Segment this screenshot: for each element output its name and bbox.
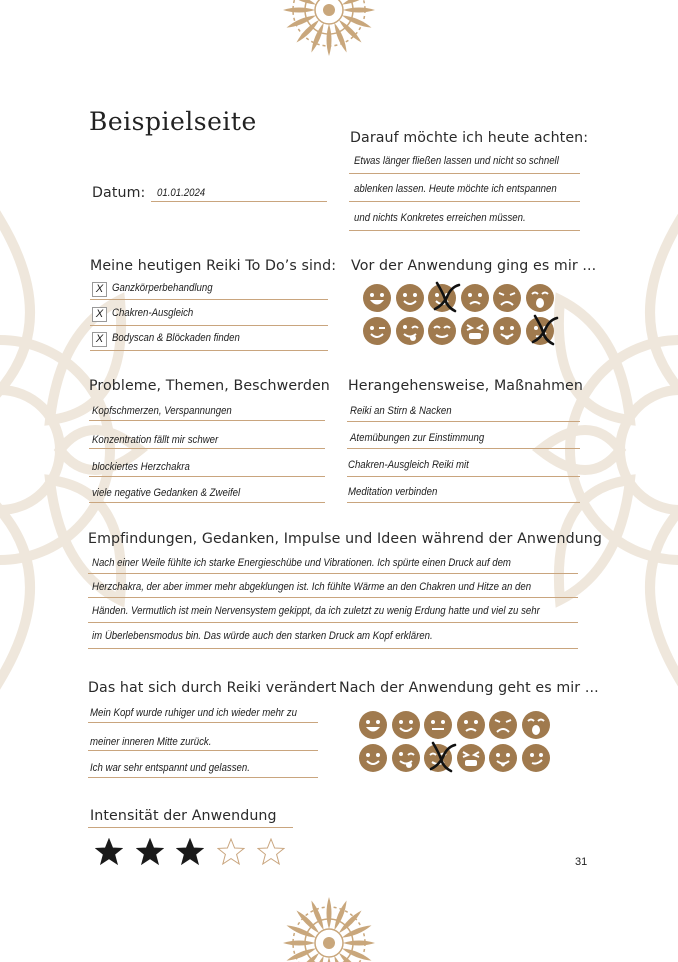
approach-heading: Herangehensweise, Maßnahmen xyxy=(348,378,583,394)
todo-underline-3 xyxy=(90,350,328,351)
todo-label-1: Ganzkörperbehandlung xyxy=(112,282,213,294)
feelings-line-1: Nach einer Weile fühlte ich starke Energieschübe und Vibrationen. Ich spürte einen Druck auf dem xyxy=(92,557,511,569)
mandala-top-ornament xyxy=(279,0,379,60)
changed-underline-3 xyxy=(88,777,318,778)
star-empty-icon[interactable] xyxy=(217,838,245,871)
todo-underline-1 xyxy=(90,299,328,300)
before-face-sad-icon[interactable] xyxy=(492,283,522,313)
before-face-frown-icon[interactable] xyxy=(460,283,490,313)
before-face-squint-laugh-icon[interactable] xyxy=(460,316,490,346)
approach-underline-4 xyxy=(347,502,580,503)
focus-line-3: und nichts Konkretes erreichen müssen. xyxy=(354,212,526,224)
todo-underline-2 xyxy=(90,325,328,326)
after-face-grin-icon[interactable] xyxy=(358,710,388,740)
before-face-tongue-wink-icon[interactable] xyxy=(395,316,425,346)
before-face-shock-icon[interactable] xyxy=(525,283,555,313)
before-face-grin-icon[interactable] xyxy=(362,283,392,313)
focus-underline-3 xyxy=(349,230,580,231)
before-heading: Vor der Anwendung ging es mir ... xyxy=(351,258,597,274)
mandala-right-decoration xyxy=(530,200,678,700)
approach-line-4: Meditation verbinden xyxy=(348,486,438,498)
changed-heading: Das hat sich durch Reiki verändert xyxy=(88,680,337,696)
approach-line-2: Atemübungen zur Einstimmung xyxy=(350,432,485,444)
feelings-underline-2 xyxy=(88,597,578,598)
after-face-smirk-icon[interactable] xyxy=(521,743,551,773)
mandala-left-decoration xyxy=(0,200,150,700)
problems-heading: Probleme, Themen, Beschwerden xyxy=(89,378,330,394)
page-title: Beispielseite xyxy=(89,107,257,136)
problem-underline-4 xyxy=(89,502,325,503)
changed-underline-2 xyxy=(88,750,318,751)
star-filled-icon[interactable] xyxy=(136,838,164,871)
date-value: 01.01.2024 xyxy=(157,187,206,199)
intensity-heading: Intensität der Anwendung xyxy=(90,808,277,824)
after-face-smile-icon[interactable] xyxy=(391,710,421,740)
feelings-underline-3 xyxy=(88,622,578,623)
before-face-wink-icon[interactable] xyxy=(362,316,392,346)
changed-underline-1 xyxy=(88,722,318,723)
problem-underline-1 xyxy=(89,420,325,421)
after-face-squint-laugh-icon[interactable] xyxy=(456,743,486,773)
todo-label-2: Chakren-Ausgleich xyxy=(112,307,194,319)
todos-heading: Meine heutigen Reiki To Do’s sind: xyxy=(90,258,337,274)
approach-underline-2 xyxy=(347,448,580,449)
star-empty-icon[interactable] xyxy=(257,838,285,871)
star-filled-icon[interactable] xyxy=(176,838,204,871)
approach-line-1: Reiki an Stirn & Nacken xyxy=(350,405,452,417)
approach-underline-3 xyxy=(347,476,580,477)
before-face-content-icon[interactable] xyxy=(427,316,457,346)
feelings-underline-1 xyxy=(88,573,578,574)
star-filled-icon[interactable] xyxy=(95,838,123,871)
date-underline xyxy=(151,201,327,202)
after-face-shock-icon[interactable] xyxy=(521,710,551,740)
focus-underline-2 xyxy=(349,201,580,202)
changed-line-3: Ich war sehr entspannt und gelassen. xyxy=(90,762,250,774)
problem-underline-3 xyxy=(89,476,325,477)
problem-line-2: Konzentration fällt mir schwer xyxy=(92,434,219,446)
before-face-tongue-icon[interactable] xyxy=(492,316,522,346)
approach-line-3: Chakren-Ausgleich Reiki mit xyxy=(348,459,469,471)
focus-line-1: Etwas länger fließen lassen und nicht so schnell xyxy=(354,155,559,167)
after-face-sad-icon[interactable] xyxy=(488,710,518,740)
before-face-smile-icon[interactable] xyxy=(395,283,425,313)
feelings-line-4: im Überlebensmodus bin. Das würde auch den starken Druck am Kopf erklären. xyxy=(92,630,433,642)
feelings-heading: Empfindungen, Gedanken, Impulse und Ideen während der Anwendung xyxy=(88,531,602,547)
feelings-underline-4 xyxy=(88,648,578,649)
focus-line-2: ablenken lassen. Heute möchte ich entspannen xyxy=(354,183,557,195)
todo-checkbox-1[interactable]: X xyxy=(92,282,107,297)
after-heading: Nach der Anwendung geht es mir ... xyxy=(339,680,599,696)
problem-line-3: blockiertes Herzchakra xyxy=(92,461,190,473)
after-face-tongue-icon[interactable] xyxy=(488,743,518,773)
after-face-neutral-icon[interactable] xyxy=(423,710,453,740)
after-face-tongue-wink-icon[interactable] xyxy=(391,743,421,773)
focus-heading: Darauf möchte ich heute achten: xyxy=(350,130,589,146)
intensity-underline xyxy=(88,827,293,828)
problem-line-4: viele negative Gedanken & Zweifel xyxy=(92,487,241,499)
changed-line-2: meiner inneren Mitte zurück. xyxy=(90,736,212,748)
before-selection-cross-mark xyxy=(527,312,563,354)
focus-underline-1 xyxy=(349,173,580,174)
feelings-line-3: Händen. Vermutlich ist mein Nervensystem gekippt, da ich zuletzt zu wenig Erdung hatte und viel zu sehr xyxy=(92,605,540,617)
todo-label-3: Bodyscan & Blöckaden finden xyxy=(112,332,240,344)
todo-checkbox-3[interactable]: X xyxy=(92,332,107,347)
approach-underline-1 xyxy=(347,421,580,422)
changed-line-1: Mein Kopf wurde ruhiger und ich wieder mehr zu xyxy=(90,707,297,719)
after-face-frown-icon[interactable] xyxy=(456,710,486,740)
mandala-bottom-ornament xyxy=(279,893,379,962)
feelings-line-2: Herzchakra, der aber immer mehr abgeklungen ist. Ich fühlte Wärme an den Chakren und Hitze an den xyxy=(92,581,532,593)
todo-checkbox-2[interactable]: X xyxy=(92,307,107,322)
problem-line-1: Kopfschmerzen, Verspannungen xyxy=(92,405,232,417)
after-face-smile-icon[interactable] xyxy=(358,743,388,773)
date-label: Datum: xyxy=(92,185,146,201)
page-number: 31 xyxy=(575,856,588,868)
problem-underline-2 xyxy=(89,448,325,449)
